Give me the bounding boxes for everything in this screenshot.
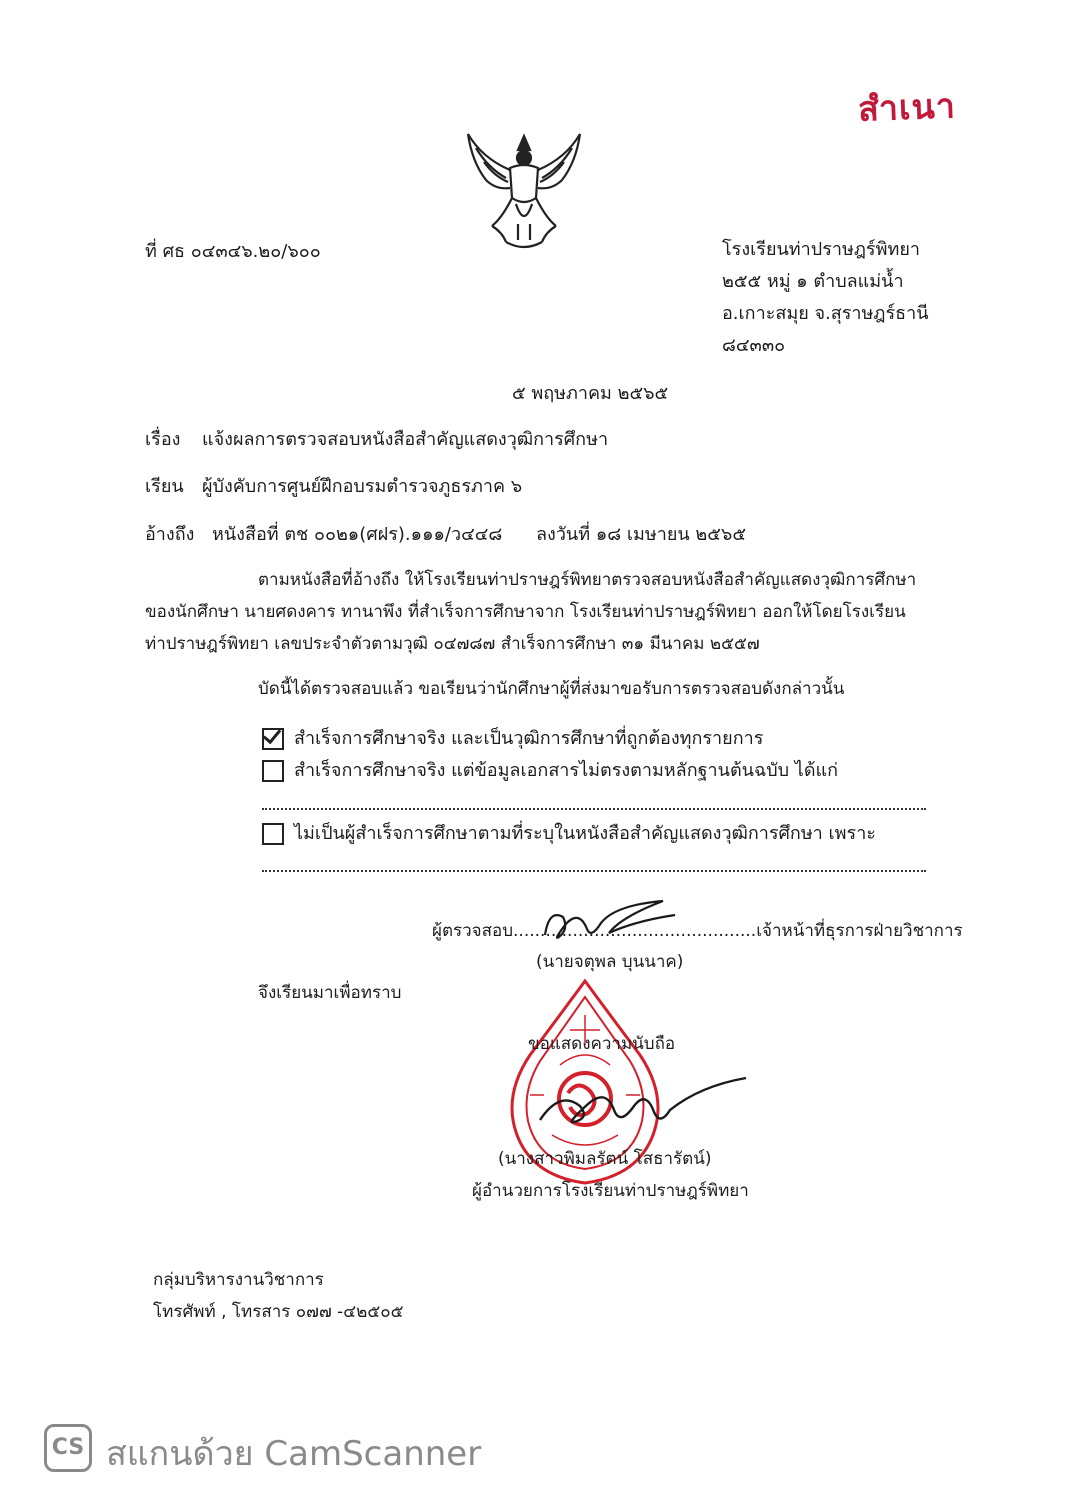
address-line-1: โรงเรียนท่าปราษฎร์พิทยา [722,239,920,260]
address-line-3: อ.เกาะสมุย จ.สุราษฎร์ธานี [722,303,929,324]
letter-date: ๕ พฤษภาคม ๒๕๖๕ [512,383,669,404]
body-line-1: ตามหนังสือที่อ้างถึง ให้โรงเรียนท่าปราษฎร์พิทยาตรวจสอบหนังสือสำคัญแสดงวุฒิการศึกษา [258,570,917,590]
option-3-text: ไม่เป็นผู้สำเร็จการศึกษาตามที่ระบุในหนังสือสำคัญแสดงวุฒิการศึกษา เพราะ [294,823,876,844]
footer-phone: โทรศัพท์ , โทรสาร ๐๗๗ -๔๒๕๐๕ [153,1302,404,1322]
inspector-suffix: เจ้าหน้าที่ธุรการฝ่ายวิชาการ [756,921,963,941]
director-title: ผู้อำนวยการโรงเรียนท่าปราษฎร์พิทยา [472,1181,749,1201]
garuda-emblem-icon [462,128,586,254]
to-text: ผู้บังคับการศูนย์ฝึกอบรมตำรวจภูธรภาค ๖ [202,476,523,497]
to-label: เรียน [145,476,184,497]
subject-label: เรื่อง [145,429,181,450]
footer-department: กลุ่มบริหารงานวิชาการ [153,1270,324,1290]
inspector-name: (นายจตุพล บุนนาค) [536,952,684,972]
inspector-line [432,919,963,943]
inspector-prefix: ผู้ตรวจสอบ............................................. [432,921,757,941]
reference-date: ลงวันที่ ๑๘ เมษายน ๒๕๖๕ [536,524,746,545]
body-line-3: ท่าปราษฎร์พิทยา เลขประจำตัวตามวุฒิ ๐๔๗๘๗ สำเร็จการศึกษา ๓๑ มีนาคม ๒๕๕๗ [145,634,760,654]
option-2-blank-line [262,808,926,810]
option-1-checkbox [262,728,284,750]
copy-stamp: สำเนา [857,86,957,130]
school-address [722,234,929,362]
option-1 [262,727,763,751]
reference-label: อ้างถึง [145,524,195,545]
director-signature-icon [530,1070,750,1140]
reference-number: ที่ ศธ ๐๔๓๔๖.๒๐/๖๐๐ [145,241,321,262]
director-name: (นางสาวพิมลรัตน์ โสธารัตน์) [498,1149,712,1169]
option-3-blank-line [262,870,926,872]
option-2-text: สำเร็จการศึกษาจริง แต่ข้อมูลเอกสารไม่ตรงตามหลักฐานต้นฉบับ ได้แก่ [294,760,839,781]
option-3 [262,822,876,846]
address-line-2: ๒๕๕ หมู่ ๑ ตำบลแม่น้ำ [722,271,904,292]
option-1-text: สำเร็จการศึกษาจริง และเป็นวุฒิการศึกษาที่ถูกต้องทุกรายการ [294,728,764,749]
camscanner-watermark: สแกนด้วย CamScanner [106,1434,482,1474]
body-line-2: ของนักศึกษา นายศดงคาร ทานาพึง ที่สำเร็จการศึกษาจาก โรงเรียนท่าปราษฎร์พิทยา ออกให้โดยโรงเรียน [145,602,906,622]
body-paragraph-2: บัดนี้ได้ตรวจสอบแล้ว ขอเรียนว่านักศึกษาผู้ที่ส่งมาขอรับการตรวจสอบดังกล่าวนั้น [258,679,845,699]
subject-text: แจ้งผลการตรวจสอบหนังสือสำคัญแสดงวุฒิการศึกษา [202,429,609,450]
regards-text: ขอแสดงความนับถือ [528,1034,676,1054]
option-3-checkbox [262,823,284,845]
option-2 [262,759,838,783]
address-line-4: ๘๔๓๓๐ [722,335,786,356]
option-2-checkbox [262,760,284,782]
reference-text: หนังสือที่ ตช ๐๐๒๑(ศฝร).๑๑๑/ว๔๔๘ [212,524,503,545]
closing-text: จึงเรียนมาเพื่อทราบ [258,983,402,1003]
camscanner-logo-icon: CS [44,1424,92,1472]
inspector-signature-icon [535,895,685,950]
